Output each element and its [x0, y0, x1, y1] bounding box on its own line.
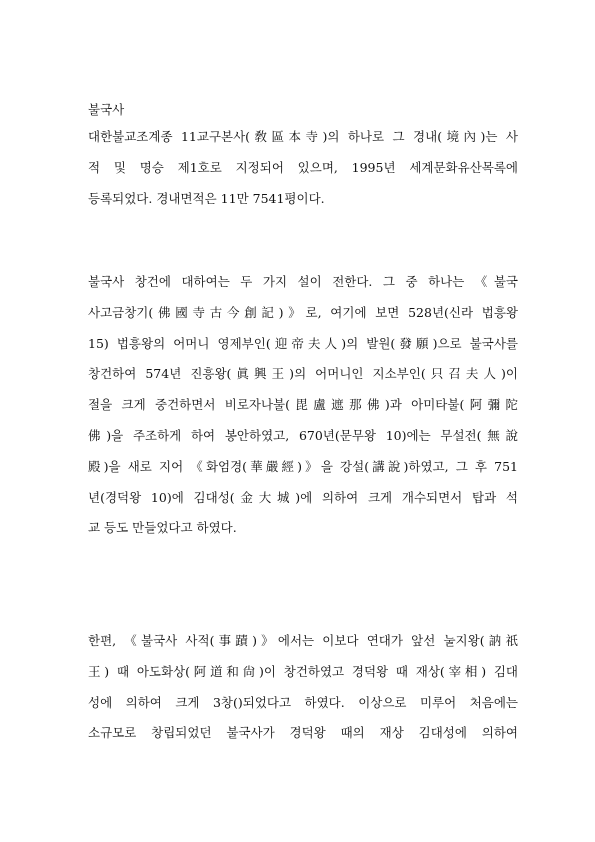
text-line: 殿)을 새로 지어 《화엄경(華嚴經)》을 강설(講說)하였고, 그 후 751	[88, 458, 518, 474]
paragraph-founding	[88, 273, 518, 550]
text-line: 교 등도 만들었다고 하였다.	[88, 520, 237, 536]
text-line: 소규모로 창립되었던 불국사가 경덕왕 때의 재상 김대성에 의하여	[88, 725, 518, 741]
document-title: 불국사	[88, 102, 125, 117]
text-line: 사고금창기(佛國寺古今創記)》로, 여기에 보면 528년(신라 법흥왕	[88, 304, 518, 320]
text-line: 년(경덕왕 10)에 김대성(金大城)에 의하여 크게 개수되면서 탑과 석	[88, 489, 518, 505]
text-line: 적 및 명승 제1호로 지정되어 있으며, 1995년 세계문화유산목록에	[88, 159, 518, 175]
text-line: 15) 법흥왕의 어머니 영제부인(迎帝夫人)의 발원(發願)으로 불국사를	[88, 335, 518, 351]
text-line: 대한불교조계종 11교구본사(敎區本寺)의 하나로 그 경내(境內)는 사	[88, 129, 518, 144]
text-line: 불국사 창건에 대하여는 두 가지 설이 전한다. 그 중 하나는 《불국	[88, 274, 518, 289]
paragraph-intro	[88, 128, 518, 220]
text-line: 창건하여 574년 진흥왕(眞興王)의 어머니인 지소부인(只召夫人)이	[88, 366, 518, 382]
text-line: 성에 의하여 크게 3창()되었다고 하였다. 이상으로 미루어 처음에는	[88, 694, 518, 710]
text-line: 한편, 《불국사 사적(事蹟)》에서는 이보다 연대가 앞선 눌지왕(訥祇	[88, 633, 518, 648]
text-line: 절을 크게 중건하면서 비로자나불(毘盧遮那佛)과 아미타불(阿彌陀	[88, 397, 518, 413]
text-line: 佛)을 주조하게 하여 봉안하였고, 670년(문무왕 10)에는 무설전(無說	[88, 427, 518, 443]
text-line: 王) 때 아도화상(阿道和尙)이 창건하였고 경덕왕 때 재상(宰相) 김대	[88, 663, 518, 679]
text-line: 등록되었다. 경내면적은 11만 7541평이다.	[88, 190, 325, 206]
paragraph-records	[88, 632, 518, 755]
